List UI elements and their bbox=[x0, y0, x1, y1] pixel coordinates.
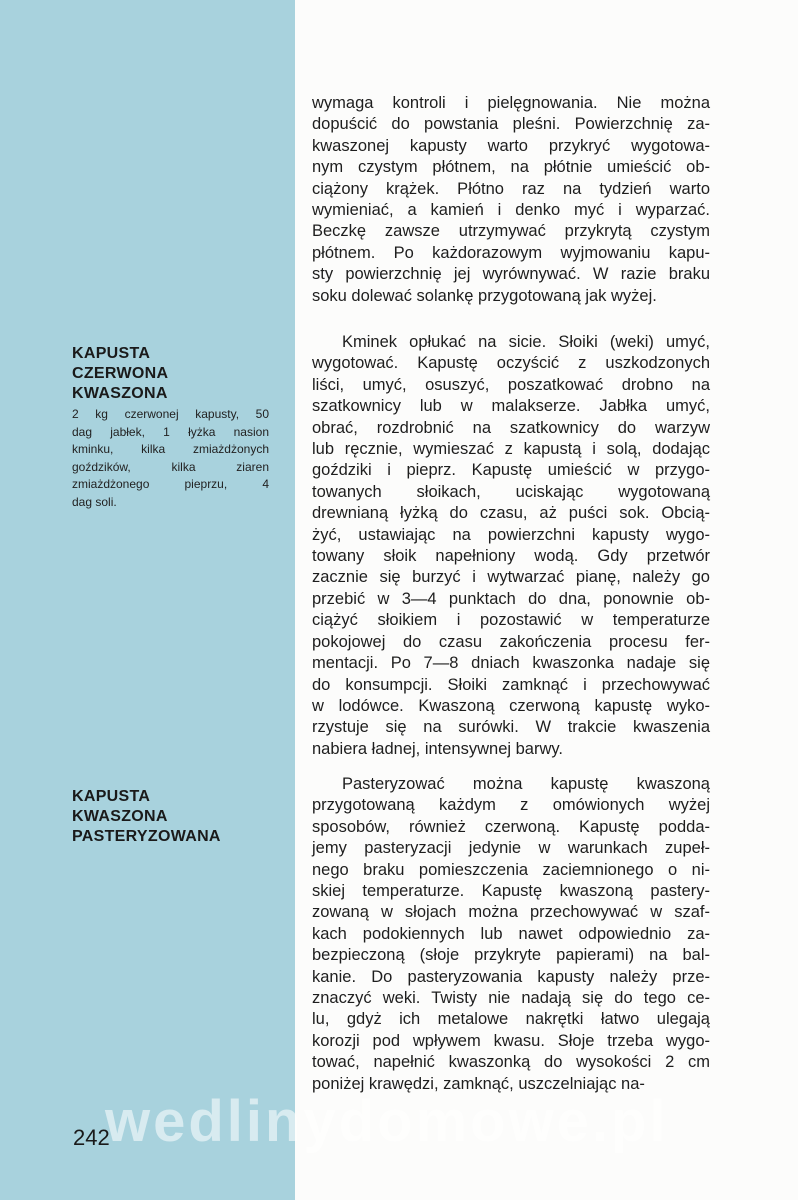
sidebar-panel bbox=[0, 0, 295, 1200]
text-line: lub ręcznie, wymieszać z kapustą i solą, dodając bbox=[312, 440, 710, 459]
ingredient-line: 2 kg czerwonej kapusty, 50 bbox=[72, 407, 269, 421]
text-line: zowaną w słojach można przechowywać w szaf- bbox=[312, 903, 710, 922]
text-line: szatkownicy lub w malakserze. Jabłka umyć, bbox=[312, 397, 710, 416]
ingredient-line: dag jabłek, 1 łyżka nasion bbox=[72, 424, 269, 439]
text-line: wymieniać, a kamień i denko myć i wyparzać. bbox=[312, 201, 710, 220]
text-line: towany słoik napełniony wodą. Gdy przetwór bbox=[312, 547, 710, 566]
title-line: CZERWONA bbox=[72, 365, 169, 382]
text-line: nego braku pomieszczenia zaciemnionego o ni- bbox=[312, 860, 710, 879]
recipe-title-red-cabbage bbox=[72, 344, 287, 404]
watermark: wedlinydomowe.pl bbox=[105, 1089, 669, 1154]
text-line: przygotowaną każdym z omówionych wyżej bbox=[312, 796, 710, 815]
ingredient-line: zmiażdżonego pieprzu, 4 bbox=[72, 477, 269, 491]
ingredient-line: goździków, kilka ziaren bbox=[72, 459, 269, 474]
text-line: przebić w 3—4 punktach do dna, ponownie ob- bbox=[312, 589, 710, 608]
text-line: lu, gdyż ich metalowe nakrętki łatwo ulegają bbox=[312, 1010, 710, 1029]
text-line: płótnem. Po każdorazowym wyjmowaniu kapu- bbox=[312, 243, 710, 262]
text-line: żyć, ustawiając na powierzchni kapusty wygo- bbox=[312, 525, 710, 544]
page-number: 242 bbox=[73, 1125, 110, 1150]
title-line: KAPUSTA bbox=[72, 788, 151, 805]
text-line: poniżej krawędzi, zamknąć, uszczelniając na- bbox=[312, 1074, 645, 1093]
text-line: pokojowej do czasu zakończenia procesu fer- bbox=[312, 632, 710, 651]
text-line: skiej temperaturze. Kapustę kwaszoną pastery- bbox=[312, 882, 710, 901]
text-line: ciążony krążek. Płótno raz na tydzień warto bbox=[312, 179, 710, 198]
text-line: bezpieczoną (słoje przykryte papierami) na bal- bbox=[312, 946, 710, 965]
text-line: ciążyć słoikiem i pozostawić w temperaturze bbox=[312, 611, 710, 630]
intro-paragraph bbox=[312, 93, 710, 307]
text-line: kach podokiennych lub nawet odpowiednio za- bbox=[312, 924, 710, 943]
recipe-body-pasteurized-cabbage bbox=[312, 774, 710, 1095]
text-line: jemy pasteryzacji jedynie w warunkach zupeł- bbox=[312, 839, 710, 858]
text-line: tować, napełnić kwaszonką do wysokości 2 cm bbox=[312, 1053, 710, 1072]
text-line: Kminek opłukać na sicie. Słoiki (weki) umyć, bbox=[342, 333, 710, 351]
text-line: Beczkę zawsze utrzymywać przykrytą czystym bbox=[312, 222, 710, 241]
text-line: goździki i pieprz. Kapustę umieścić w przygo- bbox=[312, 461, 710, 480]
text-line: wygotować. Kapustę oczyścić z uszkodzonych bbox=[312, 354, 710, 373]
ingredient-line: kminku, kilka zmiażdżonych bbox=[72, 442, 269, 456]
text-line: korozji pod wpływem kwasu. Słoje trzeba wygo- bbox=[312, 1031, 710, 1050]
text-line: w lodówce. Kwaszoną czerwoną kapustę wyko- bbox=[312, 696, 710, 715]
title-line: PASTERYZOWANA bbox=[72, 828, 221, 845]
recipe-body-red-cabbage bbox=[312, 332, 710, 760]
title-line: KAPUSTA bbox=[72, 345, 151, 362]
ingredients-list bbox=[72, 406, 269, 511]
text-line: soku dolewać solankę przygotowaną jak wyżej. bbox=[312, 286, 657, 305]
text-line: znaczyć weki. Twisty nie nadają się do tego ce- bbox=[312, 989, 710, 1008]
text-line: dopuścić do powstania pleśni. Powierzchnię za- bbox=[312, 115, 710, 134]
text-line: do konsumpcji. Słoiki zamknąć i przechowywać bbox=[312, 675, 710, 694]
text-line: sty powierzchnię jej wyrównywać. W razie braku bbox=[312, 265, 710, 284]
text-line: liści, umyć, osuszyć, poszatkować drobno na bbox=[312, 375, 710, 394]
text-line: obrać, rozdrobnić na szatkownicy do warzyw bbox=[312, 418, 710, 437]
text-line: towanych słoikach, uciskając wygotowaną bbox=[312, 482, 710, 501]
title-line: KWASZONA bbox=[72, 808, 168, 825]
ingredient-line: dag soli. bbox=[72, 494, 117, 509]
text-line: rzystuje się na surówki. W trakcie kwaszenia bbox=[312, 718, 710, 737]
text-line: wymaga kontroli i pielęgnowania. Nie można bbox=[312, 94, 710, 112]
text-line: zacznie się burzyć i wytwarzać pianę, należy go bbox=[312, 568, 710, 587]
text-line: nabiera ładnej, intensywnej barwy. bbox=[312, 739, 564, 758]
text-line: kwaszonej kapusty warto przykryć wygotowa- bbox=[312, 136, 710, 155]
text-line: drewnianą łyżką do czasu, aż puści sok. Obcią- bbox=[312, 504, 710, 523]
text-line: nym czystym płótnem, na płótnie umieścić ob- bbox=[312, 158, 710, 177]
text-line: mentacji. Po 7—8 dniach kwaszonka nadaje się bbox=[312, 654, 710, 673]
recipe-title-pasteurized-cabbage bbox=[72, 787, 287, 847]
text-line: kanie. Do pasteryzowania kapusty należy prze- bbox=[312, 967, 710, 986]
title-line: KWASZONA bbox=[72, 385, 168, 402]
text-line: Pasteryzować można kapustę kwaszoną bbox=[342, 775, 710, 793]
text-line: sposobów, również czerwoną. Kapustę podda- bbox=[312, 817, 710, 836]
